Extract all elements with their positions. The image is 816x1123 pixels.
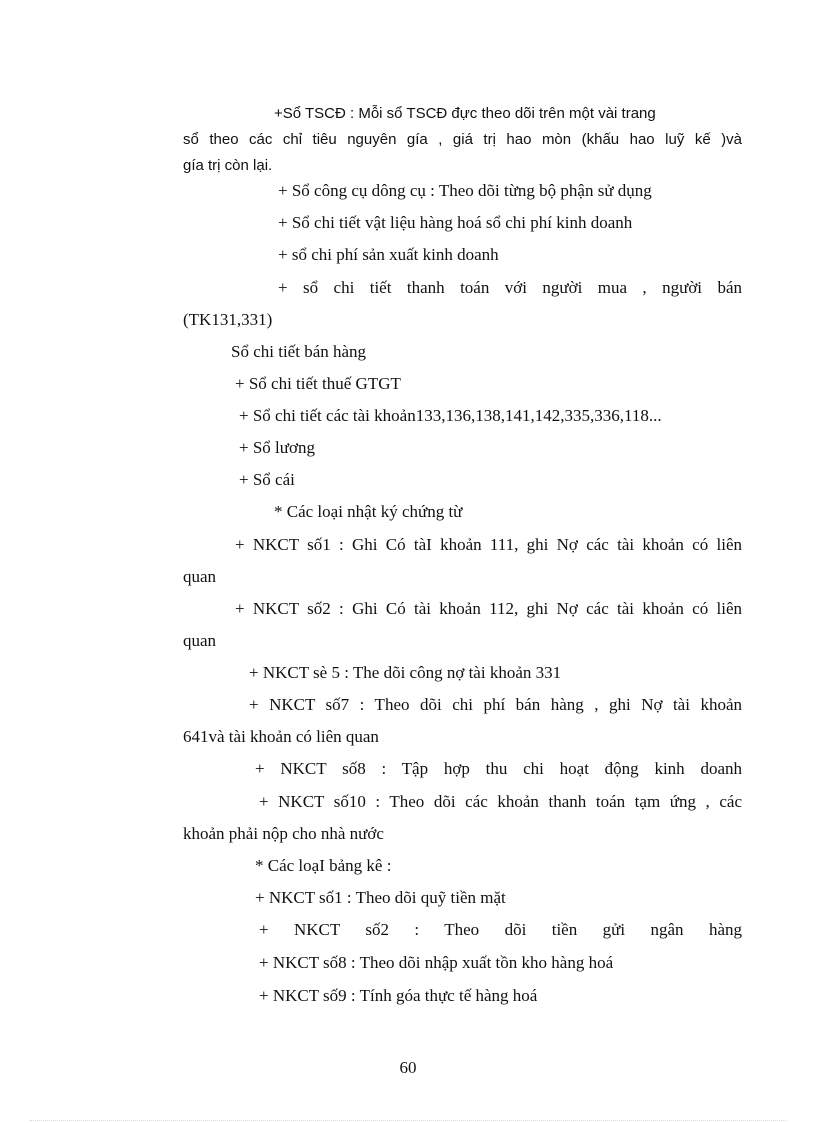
text-line: + NKCT số1 : Ghi Có tàI khoản 111, ghi Nợ các tài khoản có liên (235, 535, 742, 554)
text-line: + NKCT số2 : Theo dõi tiền gửi ngân hàng (259, 920, 742, 939)
text-line: + NKCT số8 : Tập hợp thu chi hoạt động kinh doanh (255, 759, 742, 778)
text-line: + Sổ chi tiết vật liệu hàng hoá sổ chi phí kinh doanh (278, 213, 633, 232)
text-line: gía trị còn lại. (183, 157, 273, 174)
text-line: + Sổ chi tiết các tài khoản133,136,138,141,142,335,336,118... (239, 406, 662, 425)
text-line: + NKCT số10 : Theo dõi các khoản thanh toán tạm ứng , các (259, 792, 742, 811)
page-bottom-rule (30, 1120, 786, 1121)
text-line: + sổ chi phí sản xuất kinh doanh (278, 245, 499, 264)
text-line: + Sổ lương (239, 438, 315, 457)
text-line: + Sổ cái (239, 470, 295, 489)
page-number: 60 (399, 1058, 417, 1077)
text-line: khoản phải nộp cho nhà nước (183, 824, 384, 843)
text-line: + NKCT sè 5 : The dõi công nợ tài khoản 331 (249, 663, 562, 682)
text-line: + NKCT số7 : Theo dõi chi phí bán hàng , ghi Nợ tài khoản (249, 695, 742, 714)
text-line: 641và tài khoản có liên quan (183, 727, 379, 746)
section-heading: * Các loại nhật ký chứng từ (274, 502, 463, 521)
section-heading: * Các loạI bảng kê : (255, 856, 392, 875)
text-line: + NKCT số2 : Ghi Có tài khoản 112, ghi Nợ các tài khoản có liên (235, 599, 742, 618)
text-line: + Sổ công cụ dông cụ : Theo dõi từng bộ phận sử dụng (278, 181, 652, 200)
text-line: + sổ chi tiết thanh toán với người mua , người bán (278, 278, 742, 297)
text-line: + Sổ chi tiết thuế GTGT (235, 374, 401, 393)
text-line: sổ theo các chỉ tiêu nguyên gía , giá trị hao mòn (khấu hao luỹ kế )và (183, 131, 742, 148)
text-line: + NKCT số9 : Tính góa thực tế hàng hoá (259, 986, 538, 1005)
text-line: (TK131,331) (183, 310, 273, 329)
text-line: + NKCT số8 : Theo dõi nhập xuất tồn kho hàng hoá (259, 953, 614, 972)
text-line: +Sổ TSCĐ : Mỗi sổ TSCĐ đực theo dõi trên một vài trang (274, 105, 656, 122)
text-line: quan (183, 567, 217, 586)
text-line: + NKCT số1 : Theo dõi quỹ tiền mặt (255, 888, 506, 907)
text-line: quan (183, 631, 217, 650)
text-line: Sổ chi tiết bán hàng (231, 342, 367, 361)
